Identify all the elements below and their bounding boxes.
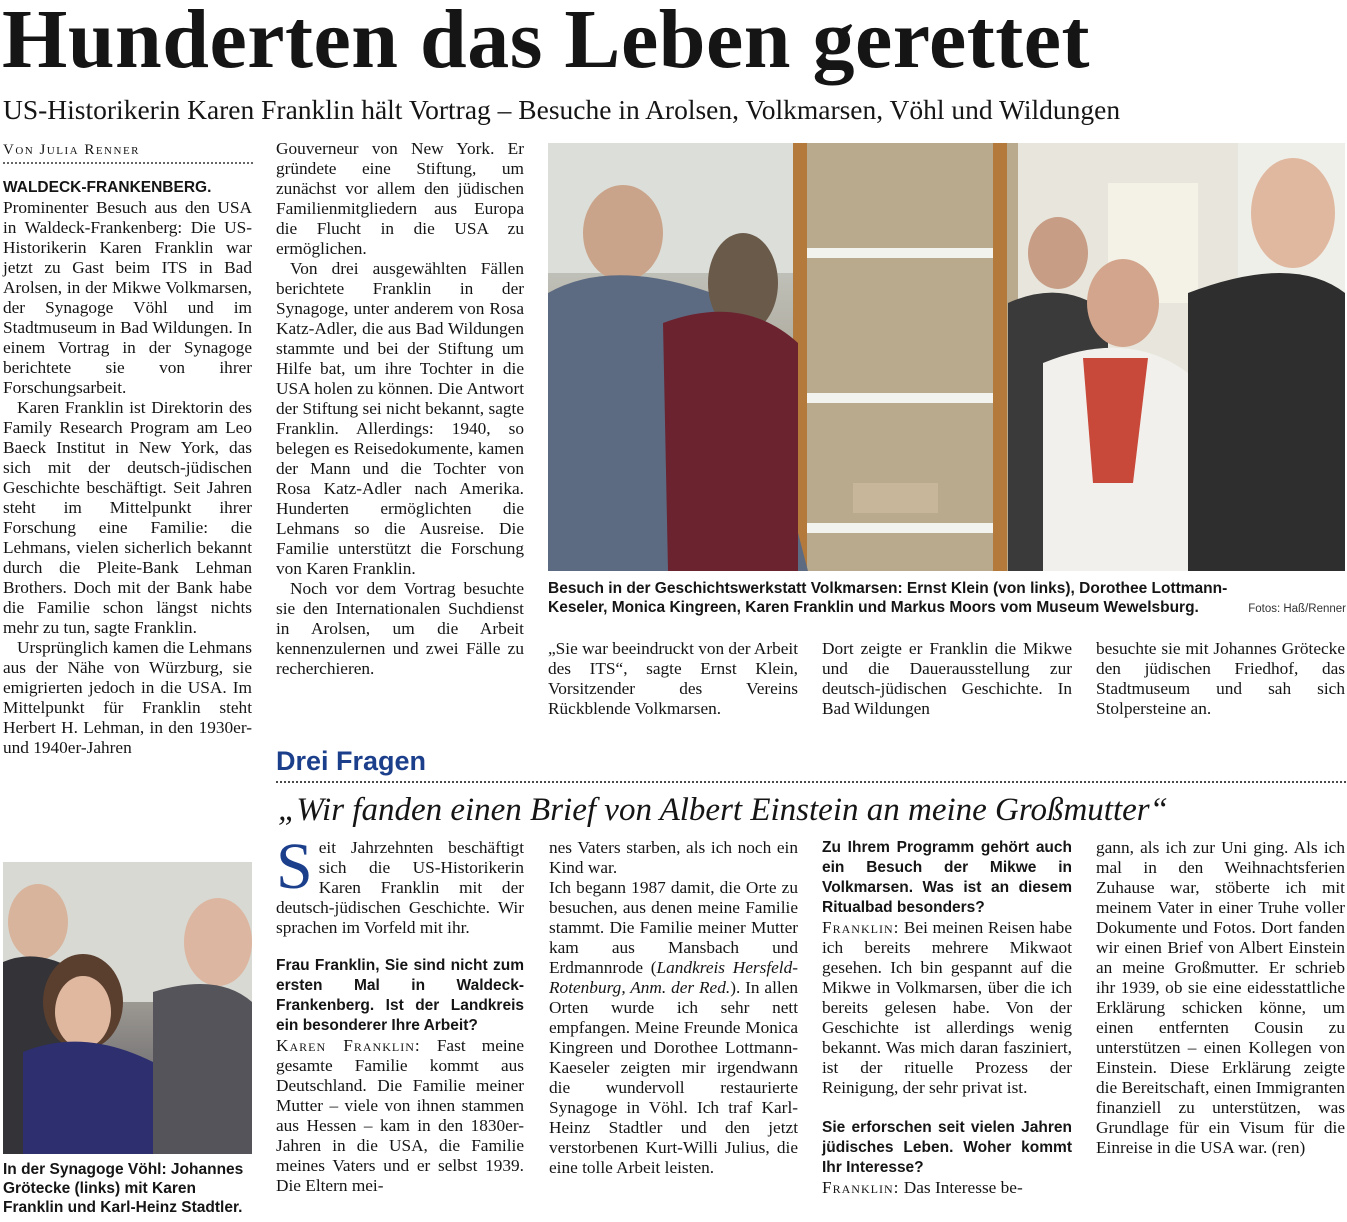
interview-question: Frau Franklin, Sie sind nicht zum ersten Mal in Waldeck-Frankenberg. Ist der Landkreis ein besonderer Ihre Arbeit? bbox=[276, 957, 524, 1034]
answer-speaker: Franklin: bbox=[822, 918, 900, 937]
interview-answer: nes Vaters starben, als ich noch ein Kind war. bbox=[549, 838, 798, 877]
small-photo-caption: In der Synagoge Vöhl: Johannes Grötecke (links) mit Karen Franklin und Karl-Heinz Stadtler. bbox=[3, 1161, 244, 1216]
section-label: Drei Fragen bbox=[276, 746, 427, 776]
interview-headline: „Wir fanden einen Brief von Albert Einstein an meine Großmutter“ bbox=[278, 792, 1168, 828]
interview-answer: Karen Franklin: Fast meine gesamte Familie kommt aus Deutschland. Die Familie meiner Mutter – viele von ihnen stammen aus Hessen – kam in den 1830er-Jahren in die USA, die Familie meines Vaters und er selbst 1939. Die Eltern mei- bbox=[276, 1036, 524, 1195]
article-paragraph: Gouverneur von New York. Er gründete eine Stiftung, um zunächst vor allem den jüdischen Familienmitgliedern aus Europa die Flucht in die USA zu ermöglichen. bbox=[276, 139, 524, 258]
interview-question: Zu Ihrem Programm gehört auch ein Besuch der Mikwe in Volkmarsen. Was ist an diesem Ritualbad besonders? bbox=[822, 839, 1072, 916]
article-paragraph: besuchte sie mit Johannes Grötecke den jüdischen Friedhof, das Stadtmuseum und sah sich Stolpersteine an. bbox=[1096, 639, 1345, 718]
photo-illustration bbox=[548, 143, 1345, 571]
article-column-1 bbox=[3, 178, 252, 758]
interview-question: Sie erforschen seit vielen Jahren jüdisches Leben. Woher kommt Ihr Interesse? bbox=[822, 1119, 1072, 1176]
dateline: WALDECK-FRANKENBERG. bbox=[3, 179, 212, 196]
drop-cap: S bbox=[276, 830, 313, 903]
byline: Von Julia Renner bbox=[3, 140, 253, 164]
interview-column-2 bbox=[549, 838, 798, 1178]
photo-credit: Fotos: Haß/Renner bbox=[1248, 603, 1346, 615]
subheadline: US-Historikerin Karen Franklin hält Vortrag – Besuche in Arolsen, Volkmarsen, Vöhl und Wildungen bbox=[3, 94, 1121, 125]
interview-answer: Ich begann 1987 damit, die Orte zu besuchen, aus denen meine Familie stammt. Die Familie meiner Mutter kam aus Mansbach und Erdmannrode (Landkreis Hersfeld-Rotenburg, Anm. der Red.). In allen Orten wurde ich sehr nett empfangen. Meine Freunde Monica Kingreen und Dorothee Lottmann-Kaeseler zeigten mir irgendwann die wundervoll restaurierte Synagoge in Vöhl. Ich traf Karl-Heinz Stadtler und den jetzt verstorbenen Kurt-Willi Julius, die eine tolle Arbeit leisten. bbox=[549, 878, 798, 1177]
interview-column-3 bbox=[822, 838, 1072, 1198]
article-paragraph: Noch vor dem Vortrag besuchte sie den Internationalen Suchdienst in Arolsen, um die Arbeit kennenzulernen und zwei Fälle zu recherchieren. bbox=[276, 579, 524, 678]
editor-note: Landkreis Hersfeld-Rotenburg, Anm. der Red. bbox=[549, 958, 798, 997]
main-photo bbox=[548, 143, 1345, 571]
article-column-5 bbox=[1096, 639, 1345, 719]
interview-answer: Franklin: Bei meinen Reisen habe ich bereits mehrere Mikwaot gesehen. Ich bin gespannt auf die Mikwe in Volkmarsen, über die ich bereits gelesen habe. Von der Geschichte ist allerdings wenig bekannt. Was mich daran fasziniert, ist der rituelle Prozess der Reinigung, der sehr privat ist. bbox=[822, 918, 1072, 1097]
answer-speaker: Karen Franklin: bbox=[276, 1036, 421, 1055]
headline: Hunderten das Leben gerettet bbox=[2, 0, 1090, 86]
main-photo-caption: Besuch in der Geschichtswerkstatt Volkmarsen: Ernst Klein (von links), Dorothee Lottmann-Keseler, Monica Kingreen, Karen Franklin und Markus Moors vom Museum Wewelsburg. bbox=[548, 580, 1228, 616]
article-column-2 bbox=[276, 139, 524, 679]
answer-speaker: Franklin: bbox=[822, 1178, 900, 1197]
article-paragraph: Von drei ausgewählten Fällen berichtete Franklin in der Synagoge, unter anderem von Rosa Katz-Adler, die aus Bad Wildungen stammte und bei der Stiftung um Hilfe bat, um ihre Tochter in die USA holen zu können. Die Antwort der Stiftung sei nicht bekannt, sagte Franklin. Allerdings: 1940, so belegen es Reisedokumente, kamen der Mann und die Tochter von Rosa Katz-Adler nach Amerika. Hunderten ermöglichten die Lehmans so die Ausreise. Die Familie unterstützt die Forschung von Karen Franklin. bbox=[276, 259, 524, 578]
photo-illustration bbox=[3, 862, 252, 1154]
article-paragraph: Ursprünglich kamen die Lehmans aus der Nähe von Würzburg, sie emigrierten jedoch in die USA. Im Mittelpunkt für Franklin steht Herbert H. Lehman, in den 1930er- und 1940er-Jahren bbox=[3, 638, 252, 757]
interview-column-1 bbox=[276, 830, 524, 1196]
interview-answer: gann, als ich zur Uni ging. Als ich mal in den Weihnachtsferien Zuhause war, stöberte ich mit meinem Vater in einer Truhe voller Dokumente und Fotos. Dort fanden wir einen Brief von Albert Einstein an meine Großmutter. Er schrieb ihr 1939, ob sie eine eidesstattliche Erklärung schicken könne, um einen entfernten Cousin zu unterstützen – einen Kollegen von Einstein. Diese Erklärung zeigte die Bereitschaft, einen Immigranten finanziell zu unterstützen, was Grundlage für ein Visum für die Einreise in die USA war. (ren) bbox=[1096, 838, 1345, 1157]
article-column-4 bbox=[822, 639, 1072, 719]
article-paragraph: Prominenter Besuch aus den USA in Waldeck-Frankenberg: Die US-Historikerin Karen Franklin war jetzt zu Gast beim ITS in Bad Arolsen, in der Mikwe Volkmarsen, der Synagoge Vöhl und im Stadtmuseum in Bad Wildungen. In einem Vortrag in der Synagoge berichtete sie von ihrer Forschungsarbeit. bbox=[3, 198, 252, 397]
interview-column-4 bbox=[1096, 838, 1345, 1158]
interview-answer: Franklin: Das Interesse be- bbox=[822, 1178, 1023, 1197]
section-divider bbox=[276, 781, 1346, 783]
article-paragraph: „Sie war beeindruckt von der Arbeit des ITS“, sagte Ernst Klein, Vorsitzender des Vereins Rückblende Volkmarsen. bbox=[548, 639, 799, 718]
small-photo bbox=[3, 862, 252, 1154]
interview-intro: Seit Jahrzehnten beschäftigt sich die US-Historikerin Karen Franklin mit der deutsch-jüdischen Geschichte. Wir sprachen im Vorfeld mit ihr. bbox=[276, 830, 524, 937]
article-paragraph: Dort zeigte er Franklin die Mikwe und die Dauerausstellung zur deutsch-jüdischen Geschichte. In Bad Wildungen bbox=[822, 639, 1072, 718]
article-paragraph: Karen Franklin ist Direktorin des Family Research Program am Leo Baeck Institut in New York, das sich mit der deutsch-jüdischen Geschichte beschäftigt. Seit Jahren steht im Mittelpunkt ihrer Forschung eine Familie: die Lehmans, vielen sicherlich bekannt durch die Pleite-Bank Lehman Brothers. Doch mit der Bank habe die Familie schon längst nichts mehr zu tun, sagte Franklin. bbox=[3, 398, 252, 637]
article-column-3 bbox=[548, 639, 798, 719]
